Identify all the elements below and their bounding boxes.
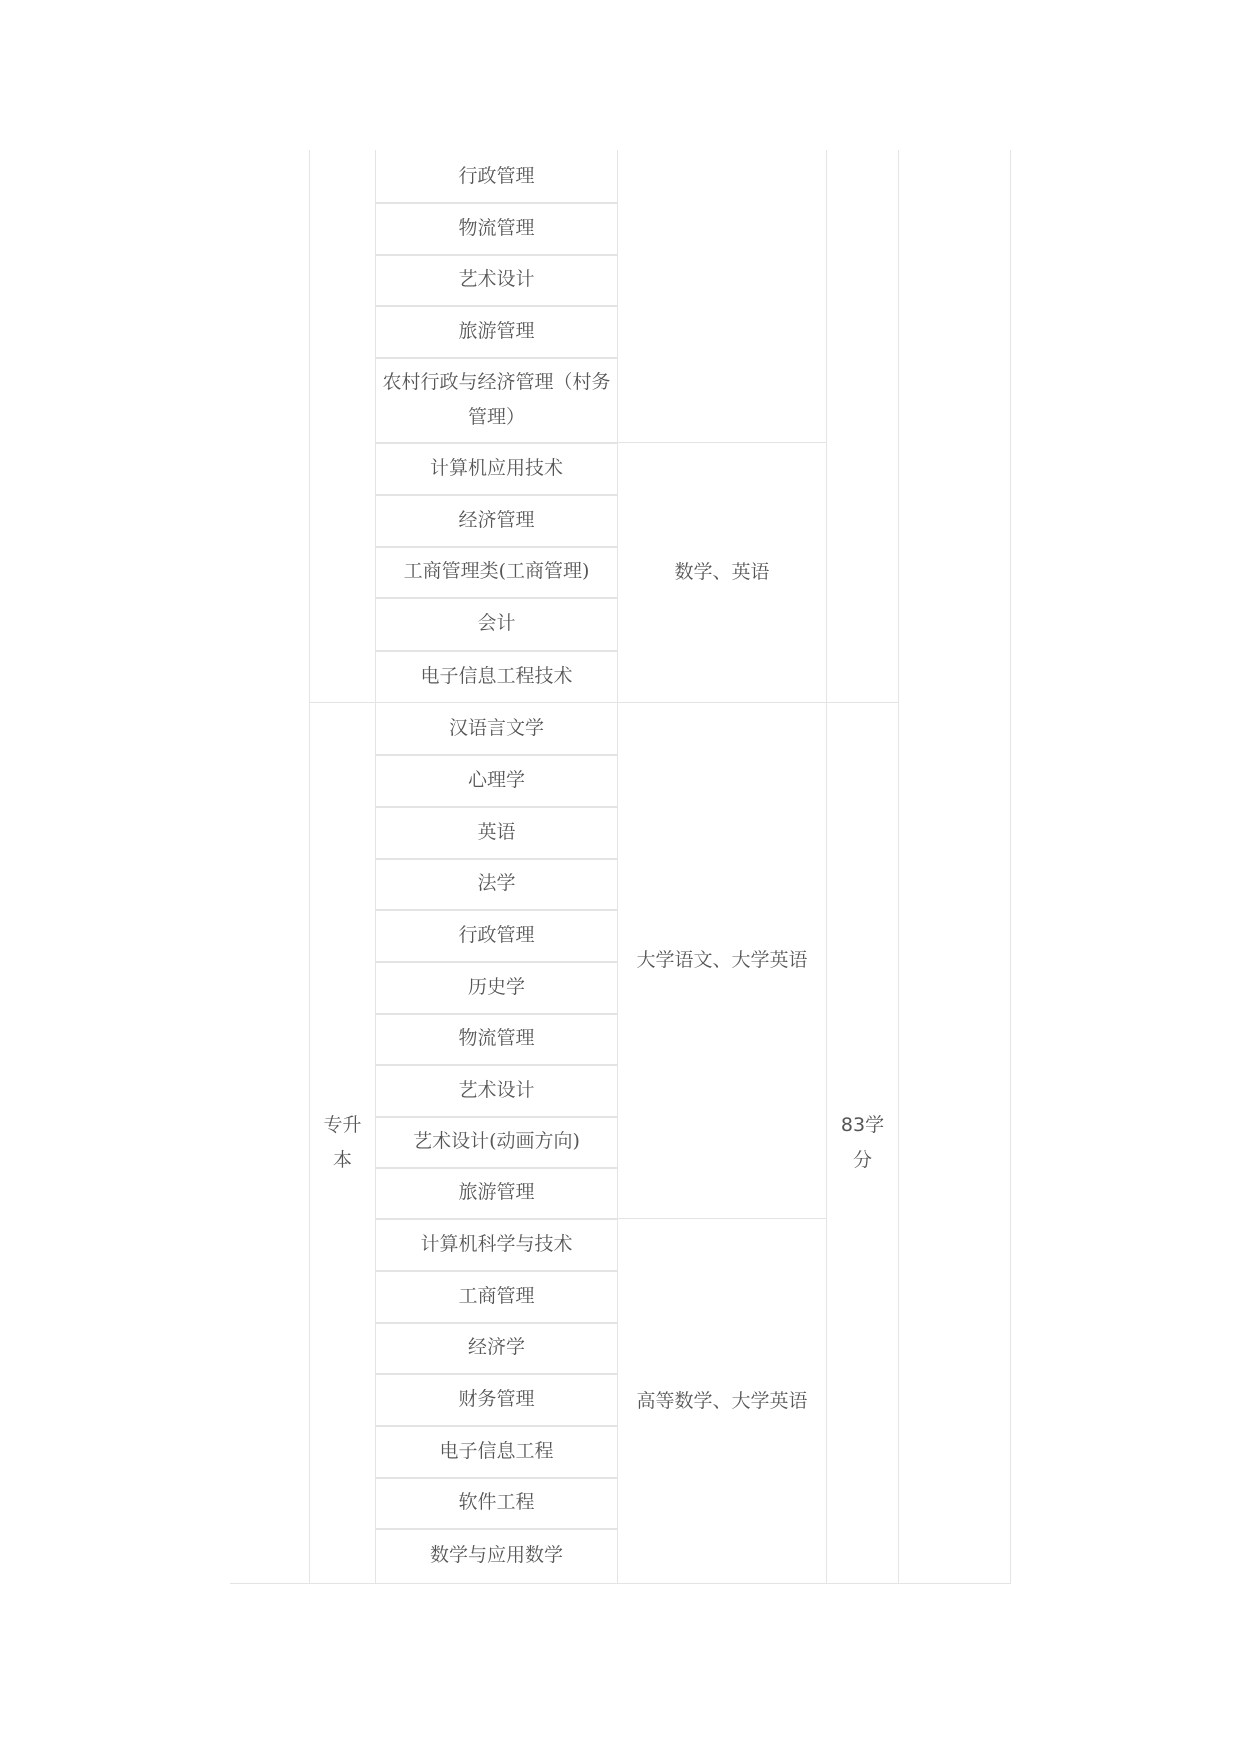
- major-cell: 工商管理类(工商管理): [403, 560, 590, 582]
- subjects-cell: 数学、英语: [674, 560, 770, 583]
- major-cell: 旅游管理: [458, 1181, 535, 1203]
- table-border: [1010, 150, 1011, 1584]
- major-cell: 艺术设计: [458, 1078, 535, 1101]
- major-cell: 经济管理: [458, 508, 535, 531]
- major-cell: 软件工程: [458, 1491, 535, 1513]
- major-cell: 会计: [477, 612, 516, 634]
- major-cell: 历史学: [467, 975, 525, 998]
- major-cell: 行政管理: [458, 164, 535, 187]
- major-cell: 农村行政与经济管理（村务管理）: [382, 370, 611, 428]
- major-cell: 英语: [477, 820, 516, 843]
- major-cell: 工商管理: [458, 1284, 535, 1307]
- major-cell: 法学: [477, 872, 516, 894]
- subjects-cell: 高等数学、大学英语: [636, 1389, 808, 1412]
- major-cell: 财务管理: [458, 1387, 535, 1410]
- major-cell: 电子信息工程技术: [420, 664, 573, 687]
- major-cell: 旅游管理: [458, 319, 535, 342]
- major-cell: 艺术设计: [458, 268, 535, 290]
- level-cell: 专升本: [323, 1114, 362, 1171]
- major-cell: 计算机应用技术: [429, 456, 563, 479]
- major-cell: 物流管理: [458, 216, 535, 239]
- col-line: [898, 150, 899, 1584]
- subjects-cell: 大学语文、大学英语: [636, 949, 808, 971]
- major-cell: 艺术设计(动画方向): [413, 1130, 580, 1152]
- major-cell: 经济学: [467, 1336, 525, 1358]
- major-cell: 物流管理: [458, 1027, 535, 1049]
- major-cell: 心理学: [467, 768, 525, 791]
- major-cell: 电子信息工程: [439, 1439, 554, 1462]
- major-cell: 行政管理: [458, 923, 535, 946]
- major-cell: 计算机科学与技术: [420, 1232, 573, 1255]
- table-bottom-border: [230, 1583, 1011, 1584]
- credits-cell: 83学分: [840, 1114, 885, 1171]
- major-cell: 汉语言文学: [448, 717, 544, 739]
- major-cell: 数学与应用数学: [429, 1544, 563, 1566]
